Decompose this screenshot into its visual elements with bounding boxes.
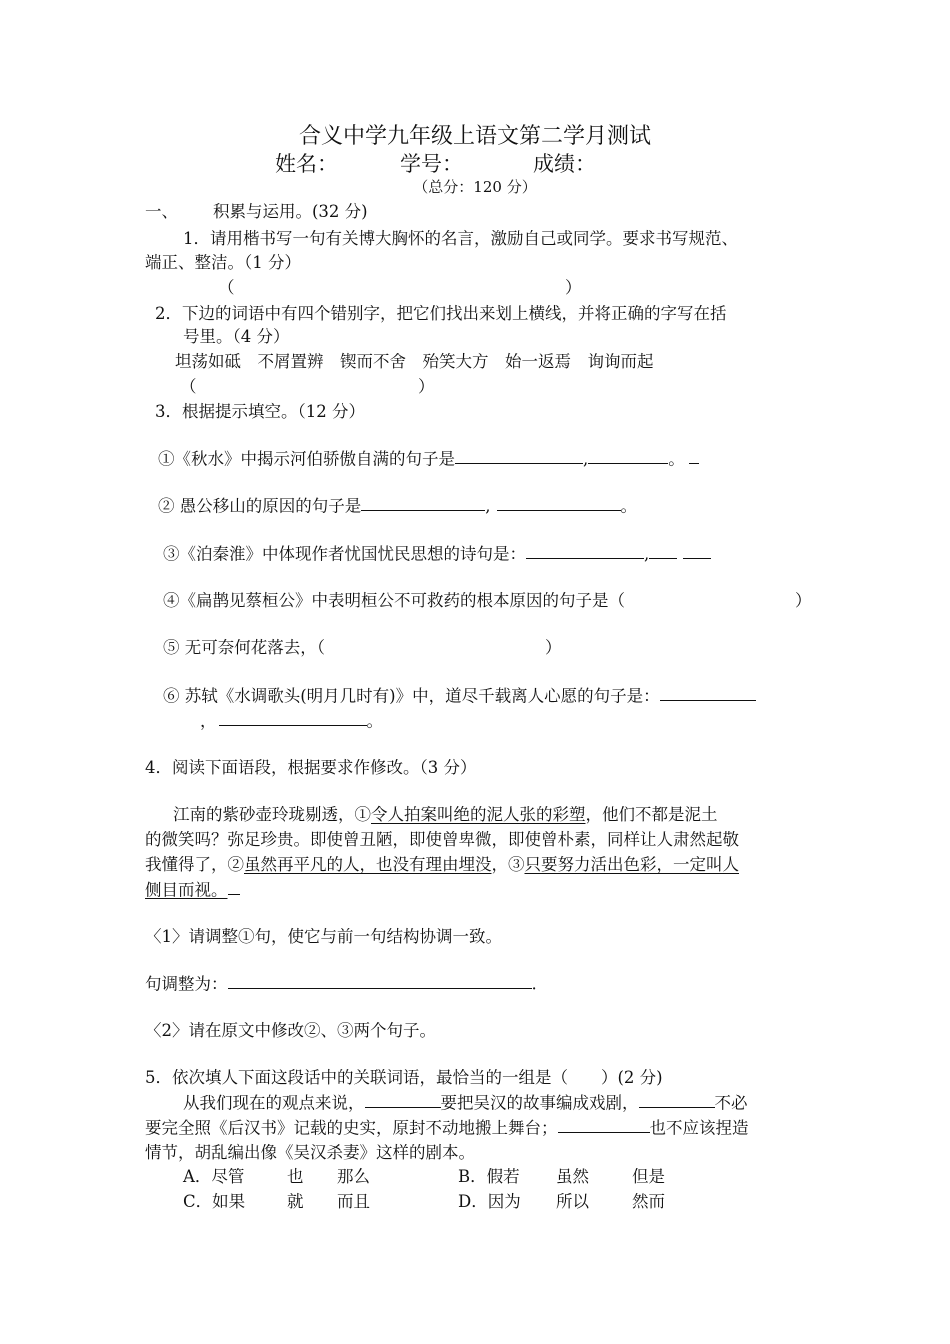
section-number: 一、	[145, 202, 178, 221]
q3-item-1-text: ①《秋水》中揭示河伯骄傲自满的句子是	[158, 449, 455, 469]
q1-answer-open: （	[218, 278, 235, 297]
option-b[interactable]	[458, 1164, 665, 1190]
blank[interactable]	[649, 541, 677, 559]
blank[interactable]	[689, 446, 699, 464]
option-b-word3: 但是	[632, 1167, 665, 1186]
adjust-label: 句调整为：	[145, 974, 228, 994]
period: 。	[668, 449, 685, 469]
option-d-word1: D．因为	[458, 1192, 521, 1211]
comma: ，	[200, 711, 217, 731]
q2-line1: 2．下边的词语中有四个错别字，把它们找出来划上横线，并将正确的字写在括	[155, 304, 727, 323]
q5-line3: 情节，胡乱编出像《吴汉杀妻》这样的剧本。	[145, 1143, 475, 1162]
option-c[interactable]	[183, 1189, 370, 1215]
q4-title: 4．阅读下面语段，根据要求作修改。（3 分）	[145, 758, 477, 777]
text: 不必	[714, 1093, 748, 1113]
section-title: 积累与运用。(32 分)	[213, 202, 368, 221]
text: 从我们现在的观点来说，	[183, 1093, 365, 1113]
q3-item-4-close: ）	[795, 591, 812, 610]
q3-item-6-text: ⑥ 苏轼《水调歌头(明月几时有)》中，道尽千载离人心愿的句子是：	[163, 686, 660, 706]
q5-line2	[145, 1115, 749, 1141]
text: 也不应该捏造	[649, 1118, 749, 1138]
option-d[interactable]	[458, 1189, 665, 1215]
text: ，他们不都是泥土	[585, 805, 718, 824]
q4-sub2: 〈2〉请在原文中修改②、③两个句子。	[145, 1021, 436, 1040]
q3-item-5-close: ）	[545, 638, 562, 657]
page-title: 合义中学九年级上语文第二学月测试	[298, 124, 651, 149]
blank[interactable]	[228, 971, 532, 989]
option-a-word2: 也	[287, 1167, 304, 1186]
blank[interactable]	[660, 683, 756, 701]
option-b-word1: B．假若	[458, 1167, 520, 1186]
student-info-row	[275, 150, 596, 178]
text: 要把吴汉的故事编成戏剧，	[440, 1093, 639, 1113]
blank[interactable]	[361, 493, 485, 511]
id-label: 学号：	[400, 152, 463, 176]
option-b-word2: 虽然	[556, 1167, 589, 1186]
q4-para-line2: 的微笑吗？弥足珍贵。即使曾丑陋，即使曾卑微，即使曾朴素，同样让人肃然起敬	[145, 830, 739, 849]
blank[interactable]	[497, 493, 621, 511]
q3-item-3-text: ③《泊秦淮》中体现作者忧国忧民思想的诗句是：	[163, 544, 526, 564]
q2-line2: 号里。（4 分）	[183, 327, 290, 346]
period: .	[531, 974, 537, 994]
q3-title: 3．根据提示填空。（12 分）	[155, 402, 365, 421]
q1-line2: 端正、整洁。（1 分）	[145, 253, 301, 272]
underline-extension	[228, 877, 240, 895]
q3-item-3	[163, 541, 711, 567]
blank[interactable]	[683, 541, 711, 559]
q3-item-5: ⑤ 无可奈何花落去，（	[163, 638, 325, 657]
option-c-word2: 就	[287, 1192, 304, 1211]
option-a-word3: 那么	[337, 1167, 370, 1186]
period: 。	[366, 711, 383, 731]
option-d-word3: 然而	[632, 1192, 665, 1211]
underlined-sentence-3: 只要努力活出色彩，一定叫人	[524, 855, 739, 874]
blank[interactable]	[365, 1090, 441, 1108]
text: 江南的紫砂壶玲珑剔透，①	[173, 805, 371, 824]
q4-para-line3	[145, 852, 739, 878]
q2-words: 坦荡如砥 不屑置辨 锲而不舍 殆笑大方 始一返焉 询询而起	[175, 352, 654, 371]
blank[interactable]	[526, 541, 644, 559]
blank[interactable]	[588, 446, 668, 464]
blank[interactable]	[455, 446, 583, 464]
q4-para-line4	[145, 877, 240, 903]
q2-answer-open: （	[180, 377, 197, 396]
option-d-word2: 所以	[556, 1192, 589, 1211]
q2-answer-close: ）	[418, 377, 435, 396]
underlined-sentence-2: 虽然再平凡的人，也没有理由埋没	[244, 855, 492, 874]
text: 要完全照《后汉书》记载的史实，原封不动地搬上舞台；	[145, 1118, 558, 1138]
q3-item-2	[158, 493, 637, 519]
comma: ,	[485, 496, 491, 516]
q3-item-1	[158, 446, 699, 472]
option-a[interactable]	[183, 1164, 370, 1190]
q4-sub1: 〈1〉请调整①句，使它与前一句结构协调一致。	[145, 927, 502, 946]
q3-item-6	[163, 683, 756, 709]
total-score: （总分：120 分）	[413, 178, 537, 196]
comma: ,	[644, 544, 650, 564]
blank[interactable]	[639, 1090, 715, 1108]
q4-para-line1	[173, 802, 718, 828]
text: 我懂得了，②	[145, 855, 244, 874]
score-label: 成绩：	[533, 152, 596, 176]
option-c-word3: 而且	[337, 1192, 370, 1211]
blank[interactable]	[558, 1115, 650, 1133]
q3-item-4: ④《扁鹊见蔡桓公》中表明桓公不可救药的根本原因的句子是（	[163, 591, 625, 610]
option-c-word1: C．如果	[183, 1192, 246, 1211]
q5-title: 5．依次填人下面这段话中的关联词语，最恰当的一组是（ ）(2 分)	[145, 1068, 663, 1087]
underlined-sentence-3-cont: 侧目而视。	[145, 880, 228, 900]
q3-item-2-text: ② 愚公移山的原因的句子是	[158, 496, 362, 516]
q1-line1: 1．请用楷书写一句有关博大胸怀的名言，激励自己或同学。要求书写规范、	[183, 229, 738, 248]
period: 。	[620, 496, 637, 516]
comma: ,	[583, 449, 589, 469]
name-label: 姓名：	[275, 152, 338, 176]
option-a-word1: A．尽管	[183, 1167, 245, 1186]
text: ，③	[491, 855, 525, 874]
underlined-sentence-1: 令人拍案叫绝的泥人张的彩塑	[371, 805, 586, 824]
q5-line1	[183, 1090, 748, 1116]
blank[interactable]	[219, 708, 367, 726]
q4-adjust	[145, 971, 537, 997]
q3-item-6-cont	[200, 708, 383, 734]
q1-answer-close: ）	[565, 278, 582, 297]
